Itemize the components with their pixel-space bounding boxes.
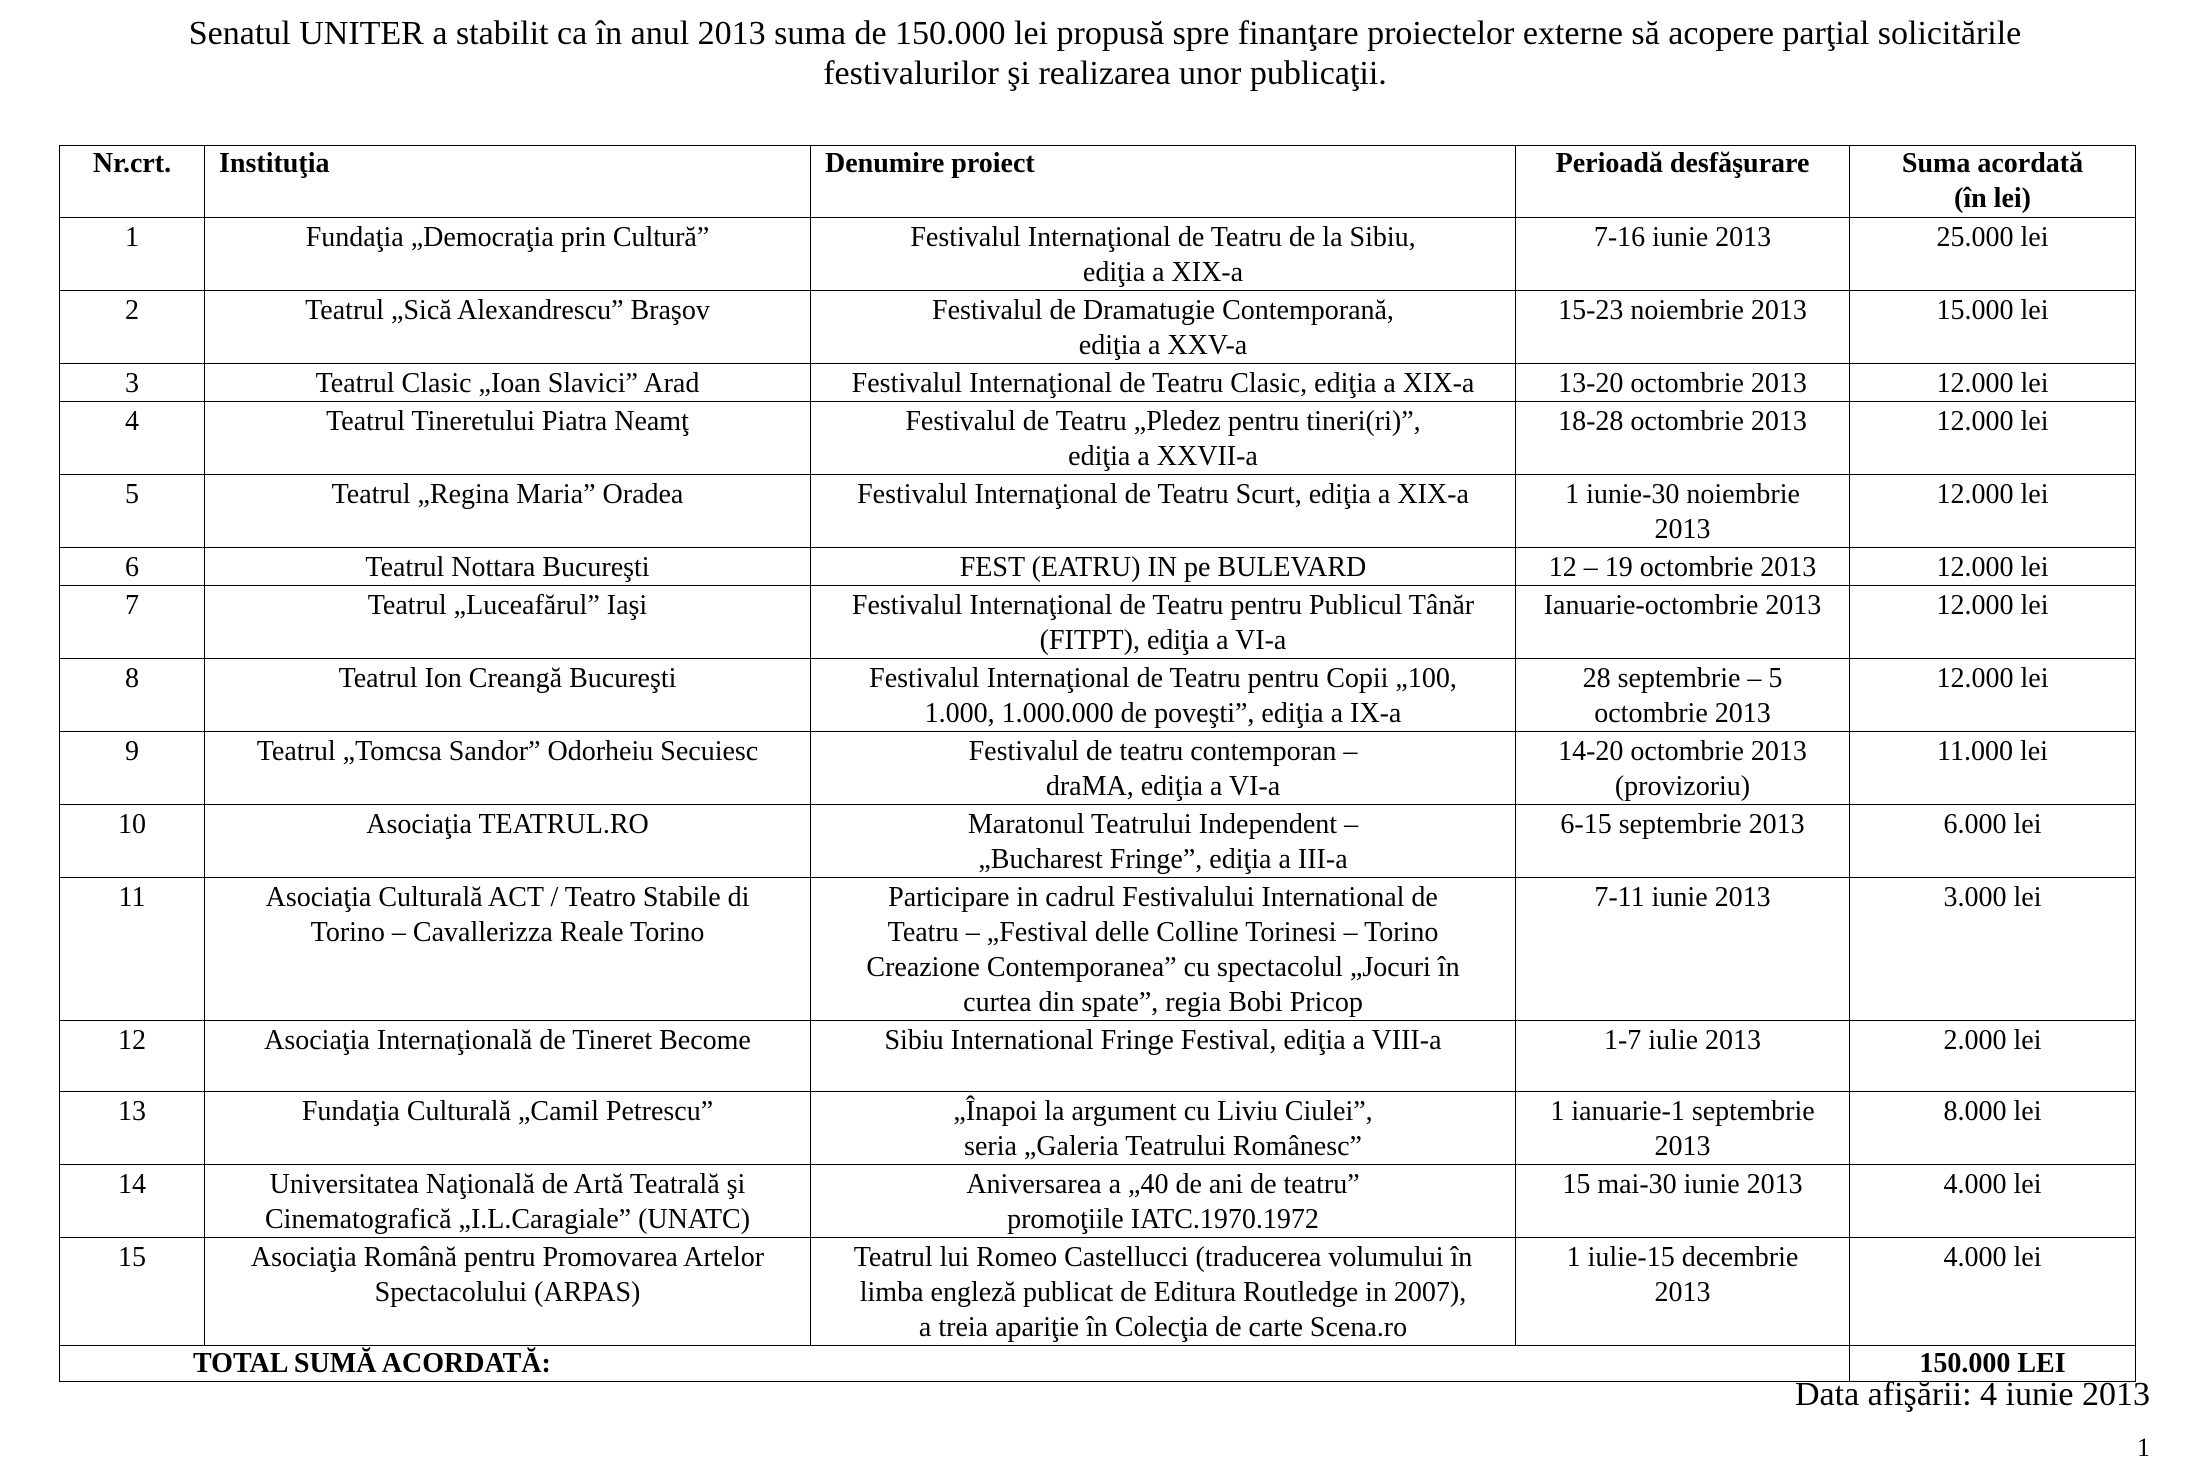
table-row [60, 548, 2136, 586]
table-row [60, 805, 2136, 878]
table-row [60, 659, 2136, 732]
cell-amount: 12.000 lei [1850, 659, 2136, 732]
cell-institution: Teatrul Tineretului Piatra Neamţ [205, 402, 811, 475]
total-amount: 150.000 LEI [1850, 1346, 2136, 1382]
posting-date: Data afişării: 4 iunie 2013 [1794, 1376, 2150, 1413]
heading-line-2: festivalurilor şi realizarea unor publicaţii. [823, 55, 1387, 92]
cell-period: 12 – 19 octombrie 2013 [1516, 548, 1850, 586]
cell-amount: 2.000 lei [1850, 1021, 2136, 1092]
cell-institution: Asociaţia Internaţională de Tineret Become [205, 1021, 811, 1092]
cell-amount: 4.000 lei [1850, 1238, 2136, 1346]
cell-amount: 12.000 lei [1850, 475, 2136, 548]
cell-institution: Asociaţia Culturală ACT / Teatro Stabile di Torino – Cavallerizza Reale Torino [205, 878, 811, 1021]
header-nr: Nr.crt. [60, 146, 205, 218]
cell-project: „Înapoi la argument cu Liviu Ciulei”, seria „Galeria Teatrului Românesc” [811, 1092, 1516, 1165]
cell-project: Festivalul Internaţional de Teatru Clasic, ediţia a XIX-a [811, 364, 1516, 402]
cell-amount: 12.000 lei [1850, 402, 2136, 475]
cell-institution: Teatrul „Luceafărul” Iaşi [205, 586, 811, 659]
table-row [60, 586, 2136, 659]
table-row [60, 291, 2136, 364]
cell-institution: Asociaţia TEATRUL.RO [205, 805, 811, 878]
cell-amount: 3.000 lei [1850, 878, 2136, 1021]
cell-nr: 10 [60, 805, 205, 878]
header-amount-line-2: (în lei) [1954, 183, 2031, 214]
cell-period: 13-20 octombrie 2013 [1516, 364, 1850, 402]
header-period: Perioadă desfăşurare [1516, 146, 1850, 218]
cell-nr: 11 [60, 878, 205, 1021]
table-row [60, 878, 2136, 1021]
cell-project: Participare in cadrul Festivalului International de Teatru – „Festival delle Colline Torinesi – Torino Creazione Contemporanea” cu spectacolul „Jocuri în curtea din spate”, regia Bobi Pricop [811, 878, 1516, 1021]
table-row [60, 218, 2136, 291]
cell-nr: 2 [60, 291, 205, 364]
cell-institution: Teatrul „Sică Alexandrescu” Braşov [205, 291, 811, 364]
cell-institution: Asociaţia Română pentru Promovarea Artelor Spectacolului (ARPAS) [205, 1238, 811, 1346]
cell-period: 28 septembrie – 5 octombrie 2013 [1516, 659, 1850, 732]
cell-institution: Teatrul „Regina Maria” Oradea [205, 475, 811, 548]
cell-nr: 5 [60, 475, 205, 548]
heading-line-1: Senatul UNITER a stabilit ca în anul 2013 suma de 150.000 lei propusă spre finanţare proiectelor externe să acopere parţial solicitările [188, 15, 2022, 52]
cell-project: Sibiu International Fringe Festival, ediţia a VIII-a [811, 1021, 1516, 1092]
cell-period: Ianuarie-octombrie 2013 [1516, 586, 1850, 659]
cell-period: 7-11 iunie 2013 [1516, 878, 1850, 1021]
cell-project: Maratonul Teatrului Independent – „Bucharest Fringe”, ediţia a III-a [811, 805, 1516, 878]
cell-nr: 13 [60, 1092, 205, 1165]
cell-nr: 15 [60, 1238, 205, 1346]
cell-amount: 4.000 lei [1850, 1165, 2136, 1238]
cell-period: 14-20 octombrie 2013 (provizoriu) [1516, 732, 1850, 805]
table-body [60, 218, 2136, 1382]
cell-institution: Teatrul Ion Creangă Bucureşti [205, 659, 811, 732]
cell-amount: 15.000 lei [1850, 291, 2136, 364]
cell-amount: 25.000 lei [1850, 218, 2136, 291]
table-row [60, 475, 2136, 548]
header-amount [1850, 146, 2136, 218]
page-number: 1 [2137, 1433, 2150, 1462]
cell-institution: Teatrul „Tomcsa Sandor” Odorheiu Secuiesc [205, 732, 811, 805]
cell-amount: 8.000 lei [1850, 1092, 2136, 1165]
cell-nr: 7 [60, 586, 205, 659]
cell-project: Festivalul de Dramatugie Contemporană, ediţia a XXV-a [811, 291, 1516, 364]
cell-nr: 12 [60, 1021, 205, 1092]
cell-project: Festivalul Internaţional de Teatru pentru Publicul Tânăr (FITPT), ediţia a VI-a [811, 586, 1516, 659]
header-project: Denumire proiect [811, 146, 1516, 218]
cell-project: Festivalul Internaţional de Teatru de la Sibiu, ediţia a XIX-a [811, 218, 1516, 291]
cell-nr: 8 [60, 659, 205, 732]
cell-institution: Fundaţia Culturală „Camil Petrescu” [205, 1092, 811, 1165]
cell-period: 6-15 septembrie 2013 [1516, 805, 1850, 878]
cell-institution: Teatrul Nottara Bucureşti [205, 548, 811, 586]
table-row [60, 402, 2136, 475]
table-row [60, 1092, 2136, 1165]
cell-project: Festivalul Internaţional de Teatru Scurt, ediţia a XIX-a [811, 475, 1516, 548]
cell-nr: 6 [60, 548, 205, 586]
table-row [60, 364, 2136, 402]
cell-project: Festivalul de Teatru „Pledez pentru tineri(ri)”, ediţia a XXVII-a [811, 402, 1516, 475]
cell-institution: Universitatea Naţională de Artă Teatrală şi Cinematografică „I.L.Caragiale” (UNATC) [205, 1165, 811, 1238]
cell-project: Aniversarea a „40 de ani de teatru” promoţiile IATC.1970.1972 [811, 1165, 1516, 1238]
cell-nr: 14 [60, 1165, 205, 1238]
cell-period: 1-7 iulie 2013 [1516, 1021, 1850, 1092]
cell-nr: 4 [60, 402, 205, 475]
cell-project: FEST (EATRU) IN pe BULEVARD [811, 548, 1516, 586]
cell-nr: 3 [60, 364, 205, 402]
cell-project: Festivalul Internaţional de Teatru pentru Copii „100, 1.000, 1.000.000 de poveşti”, ediţia a IX-a [811, 659, 1516, 732]
cell-period: 1 iulie-15 decembrie 2013 [1516, 1238, 1850, 1346]
table-row [60, 1165, 2136, 1238]
grant-table [59, 145, 2136, 1382]
cell-institution: Fundaţia „Democraţia prin Cultură” [205, 218, 811, 291]
cell-nr: 9 [60, 732, 205, 805]
cell-amount: 12.000 lei [1850, 364, 2136, 402]
document-heading [30, 14, 2180, 94]
table-row [60, 1238, 2136, 1346]
table-row [60, 732, 2136, 805]
total-label: TOTAL SUMĂ ACORDATĂ: [60, 1346, 1850, 1382]
cell-period: 15-23 noiembrie 2013 [1516, 291, 1850, 364]
cell-project: Teatrul lui Romeo Castellucci (traducerea volumului în limba engleză publicat de Editura Routledge in 2007), a treia apariţie în Colecţia de carte Scena.ro [811, 1238, 1516, 1346]
cell-amount: 11.000 lei [1850, 732, 2136, 805]
cell-period: 7-16 iunie 2013 [1516, 218, 1850, 291]
cell-amount: 6.000 lei [1850, 805, 2136, 878]
cell-nr: 1 [60, 218, 205, 291]
header-amount-line-1: Suma acordată [1901, 148, 2084, 179]
cell-period: 1 ianuarie-1 septembrie 2013 [1516, 1092, 1850, 1165]
table-row [60, 1021, 2136, 1092]
cell-institution: Teatrul Clasic „Ioan Slavici” Arad [205, 364, 811, 402]
header-institution: Instituţia [205, 146, 811, 218]
cell-amount: 12.000 lei [1850, 548, 2136, 586]
cell-period: 18-28 octombrie 2013 [1516, 402, 1850, 475]
cell-amount: 12.000 lei [1850, 586, 2136, 659]
cell-period: 1 iunie-30 noiembrie 2013 [1516, 475, 1850, 548]
cell-project: Festivalul de teatru contemporan – draMA, ediţia a VI-a [811, 732, 1516, 805]
cell-period: 15 mai-30 iunie 2013 [1516, 1165, 1850, 1238]
table-header-row [60, 146, 2136, 218]
